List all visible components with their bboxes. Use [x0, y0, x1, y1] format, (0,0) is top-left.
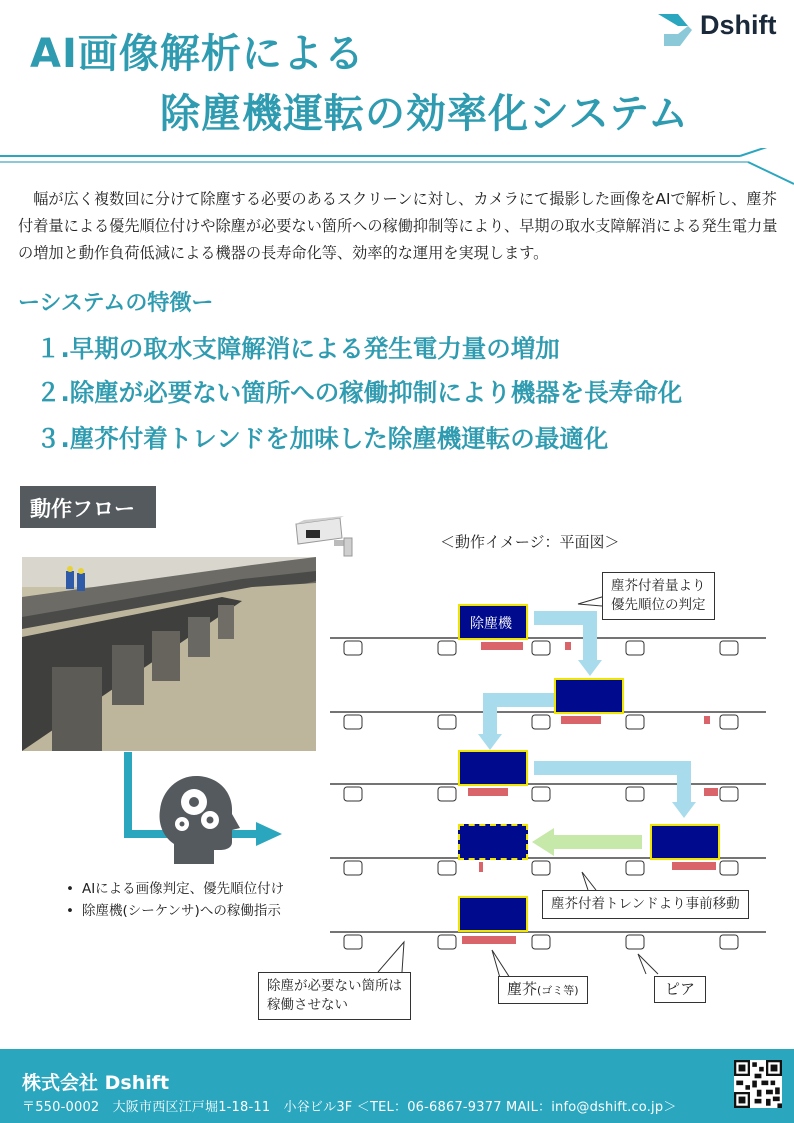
feature-item-2: ２.除塵が必要ない箇所への稼働抑制により機器を長寿命化	[36, 378, 683, 407]
pier-box	[626, 715, 644, 729]
label-pier: ピア	[654, 976, 706, 1003]
camera-icon	[294, 516, 358, 558]
label-debris	[498, 976, 588, 1004]
callout-text: 除塵が必要ない箇所は	[267, 978, 402, 994]
flow-bullet-list	[66, 878, 284, 922]
features-heading: ーシステムの特徴ー	[18, 291, 214, 316]
machine-label: 除塵機	[470, 616, 512, 632]
company-name: 株式会社 Dshift	[22, 1072, 170, 1094]
dust-remover-machine-planned	[458, 824, 528, 860]
header-divider	[0, 148, 794, 188]
callout-text: 塵芥付着量より	[611, 578, 706, 594]
intro-paragraph: 幅が広く複数回に分けて除塵する必要のあるスクリーンに対し、カメラにて撮影した画像をAIで解析し、塵芥付着量による優先順位付けや除塵が必要ない箇所への稼働抑制等により、早期の取水支障解消による発生電力量の増加と動作負荷低減による機器の長寿命化等、効率的な運用を実現します。	[18, 190, 778, 262]
title-line-2: 除塵機運転の効率化システム	[160, 91, 689, 137]
movement-arrows	[478, 618, 696, 856]
pier-box	[532, 861, 550, 875]
pier-box	[344, 641, 362, 655]
diagram-title: ＜動作イメージ：平面図＞	[440, 533, 620, 551]
pier-box	[532, 787, 550, 801]
ai-head-icon	[156, 772, 242, 864]
callout-trend	[542, 890, 749, 919]
debris-label: 塵芥	[507, 980, 538, 998]
intro-text	[18, 186, 778, 267]
plan-diagram	[320, 590, 780, 1010]
pier-box	[438, 715, 456, 729]
dust-remover-machine	[458, 604, 528, 640]
pier-box	[720, 787, 738, 801]
callout-priority	[602, 572, 715, 620]
qr-code-icon	[734, 1060, 782, 1108]
pier-box	[438, 641, 456, 655]
dust-remover-machine	[458, 896, 528, 932]
dust-remover-machine	[458, 750, 528, 786]
pier-box	[344, 935, 362, 949]
pier-box	[532, 935, 550, 949]
callout-no-operation	[258, 972, 411, 1020]
pier-box	[720, 641, 738, 655]
flow-section-label: 動作フロー	[20, 486, 156, 528]
callout-text: 稼働させない	[267, 997, 348, 1013]
bullet-item: • 除塵機(シーケンサ)への稼働指示	[66, 900, 284, 922]
dust-remover-machine	[650, 824, 720, 860]
debris-sub-label: (ゴミ等)	[537, 984, 579, 997]
feature-item-3: ３.塵芥付着トレンドを加味した除塵機運転の最適化	[36, 424, 609, 453]
pier-box	[720, 715, 738, 729]
pier-box	[344, 787, 362, 801]
pier-box	[438, 787, 456, 801]
pier-box	[626, 787, 644, 801]
pier-box	[626, 861, 644, 875]
pier-box	[626, 641, 644, 655]
logo-text: Dshift	[700, 10, 777, 40]
pier-box	[532, 641, 550, 655]
site-photo	[22, 557, 316, 751]
dust-remover-machine	[554, 678, 624, 714]
pier-box	[344, 861, 362, 875]
pier-box	[720, 861, 738, 875]
pier-box	[532, 715, 550, 729]
feature-item-1: １.早期の取水支障解消による発生電力量の増加	[36, 334, 560, 363]
title-line-1: AI画像解析による	[30, 31, 365, 77]
pier-box	[438, 861, 456, 875]
callout-text: 優先順位の判定	[611, 597, 706, 613]
company-address: 〒550-0002 大阪市西区江戸堀1-18-11 小谷ビル3F ＜TEL：06-6867-9377 MAIL：info@dshift.co.jp＞	[22, 1100, 677, 1115]
pier-box	[344, 715, 362, 729]
pier-box	[626, 935, 644, 949]
bullet-item: • AIによる画像判定、優先順位付け	[66, 878, 284, 900]
callout-text: 塵芥付着トレンドより事前移動	[551, 896, 740, 912]
pier-box	[438, 935, 456, 949]
pier-box	[720, 935, 738, 949]
